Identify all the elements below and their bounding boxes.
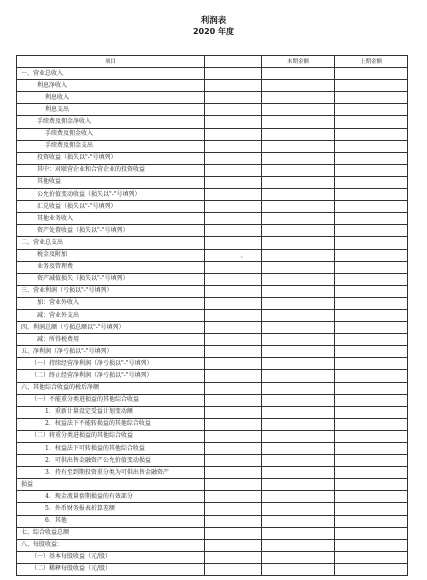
table-row (17, 406, 408, 418)
row-prior-amount-cell (335, 551, 408, 563)
row-prior-amount-cell (335, 479, 408, 491)
row-prior-amount-cell (335, 406, 408, 418)
row-label: 1．权益法下可转损益的其他综合收益 (17, 443, 205, 455)
table-row (17, 261, 408, 273)
row-prior-amount-cell (335, 467, 408, 479)
row-blank-cell (205, 273, 262, 285)
table-row (17, 527, 408, 539)
table-row (17, 394, 408, 406)
table-row (17, 297, 408, 309)
row-label: （一）持续经营净利润（净亏损以"-"号填列） (17, 358, 205, 370)
row-current-amount-cell (262, 443, 335, 455)
row-current-amount-cell (262, 467, 335, 479)
row-blank-cell (205, 261, 262, 273)
row-label: 税金及附加 (17, 249, 205, 261)
row-current-amount-cell (262, 527, 335, 539)
row-current-amount-cell (262, 128, 335, 140)
row-current-amount-cell (262, 334, 335, 346)
table-row (17, 237, 408, 249)
table-row (17, 309, 408, 321)
row-prior-amount-cell (335, 261, 408, 273)
row-current-amount-cell (262, 92, 335, 104)
row-current-amount-cell (262, 285, 335, 297)
row-current-amount-cell (262, 430, 335, 442)
table-row (17, 92, 408, 104)
table-row (17, 104, 408, 116)
page-title: 利润表 (200, 16, 227, 26)
row-prior-amount-cell (335, 80, 408, 92)
row-current-amount-cell (262, 152, 335, 164)
row-label: （二）终止经营净利润（净亏损以"-"号填列） (17, 370, 205, 382)
row-prior-amount-cell (335, 346, 408, 358)
row-blank-cell (205, 539, 262, 551)
row-prior-amount-cell (335, 152, 408, 164)
row-label: 其他收益 (17, 176, 205, 188)
row-current-amount-cell (262, 370, 335, 382)
row-label: 利息收入 (17, 92, 205, 104)
row-current-amount-cell (262, 322, 335, 334)
row-label: 加：营业外收入 (17, 297, 205, 309)
table-row (17, 201, 408, 213)
row-blank-cell (205, 334, 262, 346)
row-prior-amount-cell (335, 237, 408, 249)
row-prior-amount-cell (335, 309, 408, 321)
table-row (17, 491, 408, 503)
income-statement-table (16, 55, 408, 576)
row-current-amount-cell (262, 309, 335, 321)
row-label: 业务及管理费 (17, 261, 205, 273)
row-label: 减：营业外支出 (17, 309, 205, 321)
row-current-amount-cell (262, 140, 335, 152)
row-prior-amount-cell (335, 322, 408, 334)
row-current-amount-cell (262, 249, 335, 261)
row-blank-cell (205, 382, 262, 394)
row-blank-cell (205, 201, 262, 213)
row-current-amount-cell (262, 176, 335, 188)
row-prior-amount-cell (335, 503, 408, 515)
row-blank-cell (205, 116, 262, 128)
table-row (17, 80, 408, 92)
scan-mark: ◦ (240, 254, 244, 261)
column-header-item: 项目 (17, 56, 205, 68)
row-prior-amount-cell (335, 455, 408, 467)
table-row (17, 358, 408, 370)
row-label: 五、净利润（净亏损以"-"号填列） (17, 346, 205, 358)
row-blank-cell (205, 68, 262, 80)
row-blank-cell (205, 479, 262, 491)
row-blank-cell (205, 92, 262, 104)
row-label: 资产减值损失（损失以"-"号填列） (17, 273, 205, 285)
row-prior-amount-cell (335, 358, 408, 370)
row-label: 八、每股收益： (17, 539, 205, 551)
table-row (17, 479, 408, 491)
row-prior-amount-cell (335, 201, 408, 213)
row-blank-cell (205, 503, 262, 515)
row-prior-amount-cell (335, 140, 408, 152)
row-blank-cell (205, 285, 262, 297)
row-label: 手续费及佣金支出 (17, 140, 205, 152)
table-row (17, 68, 408, 80)
table-row (17, 116, 408, 128)
row-blank-cell (205, 346, 262, 358)
row-prior-amount-cell (335, 68, 408, 80)
table-row (17, 443, 408, 455)
row-label: 三、营业利润（亏损以"-"号填列） (17, 285, 205, 297)
row-prior-amount-cell (335, 539, 408, 551)
table-row (17, 467, 408, 479)
row-blank-cell (205, 515, 262, 527)
row-blank-cell (205, 394, 262, 406)
row-prior-amount-cell (335, 297, 408, 309)
row-prior-amount-cell (335, 443, 408, 455)
row-current-amount-cell (262, 237, 335, 249)
row-blank-cell (205, 551, 262, 563)
table-row (17, 249, 408, 261)
table-row (17, 189, 408, 201)
row-prior-amount-cell (335, 213, 408, 225)
row-label: 手续费及佣金净收入 (17, 116, 205, 128)
row-current-amount-cell (262, 515, 335, 527)
row-current-amount-cell (262, 394, 335, 406)
row-blank-cell (205, 455, 262, 467)
row-blank-cell (205, 418, 262, 430)
table-row (17, 322, 408, 334)
row-prior-amount-cell (335, 515, 408, 527)
row-current-amount-cell (262, 213, 335, 225)
row-prior-amount-cell (335, 249, 408, 261)
row-label: 二、营业总支出 (17, 237, 205, 249)
row-current-amount-cell (262, 539, 335, 551)
table-row (17, 164, 408, 176)
row-prior-amount-cell (335, 92, 408, 104)
row-label: 资产处置收益（损失以"-"号填列） (17, 225, 205, 237)
column-header-blank (205, 56, 262, 68)
row-prior-amount-cell (335, 491, 408, 503)
row-label: 2．可供出售金融资产公允价值变动损益 (17, 455, 205, 467)
row-blank-cell (205, 128, 262, 140)
row-current-amount-cell (262, 406, 335, 418)
table-row (17, 503, 408, 515)
row-current-amount-cell (262, 104, 335, 116)
row-prior-amount-cell (335, 394, 408, 406)
row-blank-cell (205, 297, 262, 309)
row-prior-amount-cell (335, 273, 408, 285)
row-label: （一）基本每股收益（元/股） (17, 551, 205, 563)
row-blank-cell (205, 104, 262, 116)
row-blank-cell (205, 249, 262, 261)
row-label: 损益 (17, 479, 205, 491)
row-current-amount-cell (262, 503, 335, 515)
row-prior-amount-cell (335, 225, 408, 237)
table-row (17, 370, 408, 382)
row-blank-cell (205, 213, 262, 225)
row-prior-amount-cell (335, 527, 408, 539)
row-label: 公允价值变动收益（损失以"-"号填列） (17, 189, 205, 201)
row-blank-cell (205, 406, 262, 418)
table-row (17, 285, 408, 297)
row-current-amount-cell (262, 189, 335, 201)
table-header-row (17, 56, 408, 68)
table-row (17, 140, 408, 152)
row-blank-cell (205, 164, 262, 176)
table-row (17, 176, 408, 188)
row-current-amount-cell (262, 551, 335, 563)
row-blank-cell (205, 225, 262, 237)
row-current-amount-cell (262, 201, 335, 213)
row-label: （二）稀释每股收益（元/股） (17, 563, 205, 575)
report-year: 2020 年度 (192, 27, 235, 36)
row-blank-cell (205, 527, 262, 539)
row-blank-cell (205, 563, 262, 575)
row-prior-amount-cell (335, 164, 408, 176)
table-row (17, 418, 408, 430)
row-prior-amount-cell (335, 334, 408, 346)
row-label: 投资收益（损失以"-"号填列） (17, 152, 205, 164)
row-blank-cell (205, 358, 262, 370)
row-label: 利息净收入 (17, 80, 205, 92)
row-label: 3．持有至到期投资重分类为可供出售金融资产 (17, 467, 205, 479)
row-blank-cell (205, 491, 262, 503)
table-row (17, 551, 408, 563)
table-row (17, 515, 408, 527)
row-current-amount-cell (262, 563, 335, 575)
row-current-amount-cell (262, 455, 335, 467)
table-row (17, 539, 408, 551)
table-row (17, 128, 408, 140)
row-label: 其他业务收入 (17, 213, 205, 225)
row-blank-cell (205, 176, 262, 188)
row-current-amount-cell (262, 382, 335, 394)
row-current-amount-cell (262, 491, 335, 503)
row-label: 4．现金流量套期损益的有效部分 (17, 491, 205, 503)
row-blank-cell (205, 80, 262, 92)
row-label: 利息支出 (17, 104, 205, 116)
row-blank-cell (205, 443, 262, 455)
row-label: 六、其他综合收益的税后净额 (17, 382, 205, 394)
table-row (17, 563, 408, 575)
row-label: 1．重新计量设定受益计划变动额 (17, 406, 205, 418)
row-label: 6．其他 (17, 515, 205, 527)
row-current-amount-cell (262, 80, 335, 92)
row-current-amount-cell (262, 346, 335, 358)
row-prior-amount-cell (335, 370, 408, 382)
row-blank-cell (205, 370, 262, 382)
row-label: 5．外币财务报表折算差额 (17, 503, 205, 515)
row-label: 2．权益法下不能转损益的其他综合收益 (17, 418, 205, 430)
row-blank-cell (205, 430, 262, 442)
row-label: 其中：对联营企业和合营企业的投资收益 (17, 164, 205, 176)
row-current-amount-cell (262, 273, 335, 285)
table-row (17, 213, 408, 225)
row-current-amount-cell (262, 116, 335, 128)
column-header-current-period: 本期金额 (262, 56, 335, 68)
row-prior-amount-cell (335, 128, 408, 140)
table-row (17, 273, 408, 285)
row-prior-amount-cell (335, 116, 408, 128)
row-label: （一）不能重分类进损益的其他综合收益 (17, 394, 205, 406)
row-label: 一、营业总收入 (17, 68, 205, 80)
row-current-amount-cell (262, 164, 335, 176)
row-blank-cell (205, 152, 262, 164)
table-row (17, 455, 408, 467)
row-label: 汇兑收益（损失以"-"号填列） (17, 201, 205, 213)
row-current-amount-cell (262, 68, 335, 80)
row-label: 四、利润总额（亏损总额以"-"号填列） (17, 322, 205, 334)
row-prior-amount-cell (335, 563, 408, 575)
row-blank-cell (205, 322, 262, 334)
table-row (17, 382, 408, 394)
row-label: 减：所得税费用 (17, 334, 205, 346)
row-blank-cell (205, 309, 262, 321)
table-row (17, 430, 408, 442)
row-current-amount-cell (262, 358, 335, 370)
row-prior-amount-cell (335, 418, 408, 430)
row-blank-cell (205, 189, 262, 201)
row-current-amount-cell (262, 418, 335, 430)
row-label: （二）将重分类进损益的其他综合收益 (17, 430, 205, 442)
row-blank-cell (205, 237, 262, 249)
row-label: 手续费及佣金收入 (17, 128, 205, 140)
row-current-amount-cell (262, 225, 335, 237)
row-prior-amount-cell (335, 104, 408, 116)
row-label: 七、综合收益总额 (17, 527, 205, 539)
table-row (17, 346, 408, 358)
column-header-prior-period: 上期金额 (335, 56, 408, 68)
row-prior-amount-cell (335, 430, 408, 442)
row-current-amount-cell (262, 479, 335, 491)
row-prior-amount-cell (335, 382, 408, 394)
row-blank-cell (205, 467, 262, 479)
row-blank-cell (205, 140, 262, 152)
row-prior-amount-cell (335, 285, 408, 297)
row-current-amount-cell (262, 261, 335, 273)
table-row (17, 225, 408, 237)
table-row (17, 152, 408, 164)
row-prior-amount-cell (335, 176, 408, 188)
row-prior-amount-cell (335, 189, 408, 201)
row-current-amount-cell (262, 297, 335, 309)
table-row (17, 334, 408, 346)
